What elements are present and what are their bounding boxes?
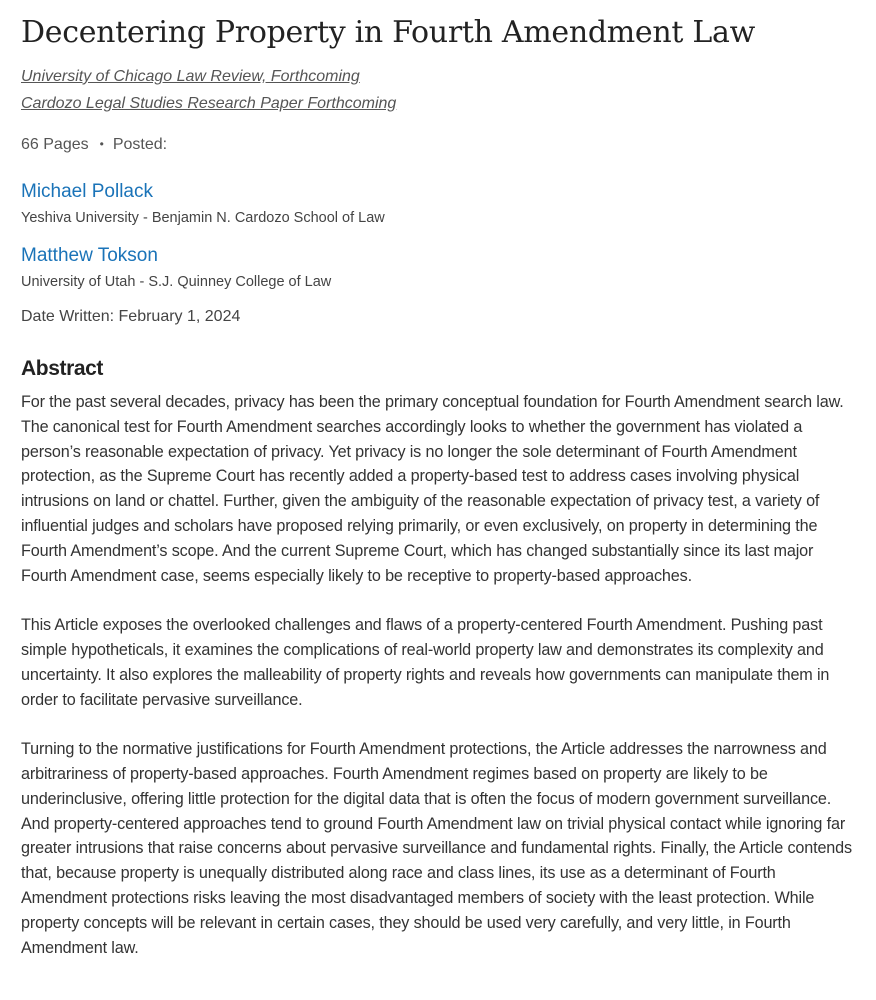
date-written: Date Written: February 1, 2024: [21, 308, 241, 325]
author-block: [21, 244, 858, 292]
page-count: 66 Pages: [21, 136, 89, 153]
series-link-cardozo-research-paper[interactable]: Cardozo Legal Studies Research Paper Forthcoming: [21, 95, 397, 112]
paper-title: Decentering Property in Fourth Amendment Law: [21, 15, 755, 50]
abstract-paragraph: For the past several decades, privacy has been the primary conceptual foundation for Fourth Amendment search law. The canonical test for Fourth Amendment searches accordingly looks to whether the government has violated a person’s reasonable expectation of privacy. Yet privacy is no longer the sole determinant of Fourth Amendment protection, as the Supreme Court has recently added a property-based test to address cases involving physical intrusions on land or chattel. Further, given the ambiguity of the reasonable expectation of privacy test, a variety of influential judges and scholars have proposed relying primarily, or even exclusively, on property in determining the Fourth Amendment’s scope. And the current Supreme Court, which has changed substantially since its last major Fourth Amendment case, seems especially likely to be receptive to property-based approaches.: [21, 393, 844, 585]
author-affiliation: Yeshiva University - Benjamin N. Cardozo School of Law: [21, 210, 385, 226]
posted-label: Posted:: [112, 136, 168, 153]
meta-separator: •: [99, 137, 104, 151]
author-link-matthew-tokson[interactable]: Matthew Tokson: [21, 245, 158, 266]
series-list: [21, 63, 858, 117]
author-block: [21, 180, 858, 228]
abstract-heading: Abstract: [21, 357, 103, 380]
abstract-body: [21, 390, 858, 960]
abstract-paragraph: This Article exposes the overlooked challenges and flaws of a property-centered Fourth Amendment. Pushing past simple hypotheticals, it examines the complications of real-world property law and demonstrates its complexity and uncertainty. It also explores the malleability of property rights and reveals how governments can manipulate them in order to facilitate pervasive surveillance.: [21, 616, 830, 709]
author-affiliation: University of Utah - S.J. Quinney College of Law: [21, 274, 332, 290]
abstract-paragraph: Turning to the normative justifications for Fourth Amendment protections, the Article addresses the narrowness and arbitrariness of property-based approaches. Fourth Amendment regimes based on property are likely to be underinclusive, offering little protection for the digital data that is often the focus of modern government surveillance. And property-centered approaches tend to ground Fourth Amendment law on trivial physical contact while ignoring far greater intrusions that raise concerns about pervasive surveillance and fundamental rights. Finally, the Article contends that, because property is unequally distributed along race and class lines, its use as a determinant of Fourth Amendment protections risks leaving the most disadvantaged members of society with the least protection. While property concepts will be relevant in certain cases, they should be used very carefully, and very little, in Fourth Amendment law.: [21, 740, 852, 957]
author-link-michael-pollack[interactable]: Michael Pollack: [21, 181, 153, 202]
series-link-chicago-law-review[interactable]: University of Chicago Law Review, Forthcoming: [21, 68, 360, 85]
paper-meta: [21, 132, 858, 157]
